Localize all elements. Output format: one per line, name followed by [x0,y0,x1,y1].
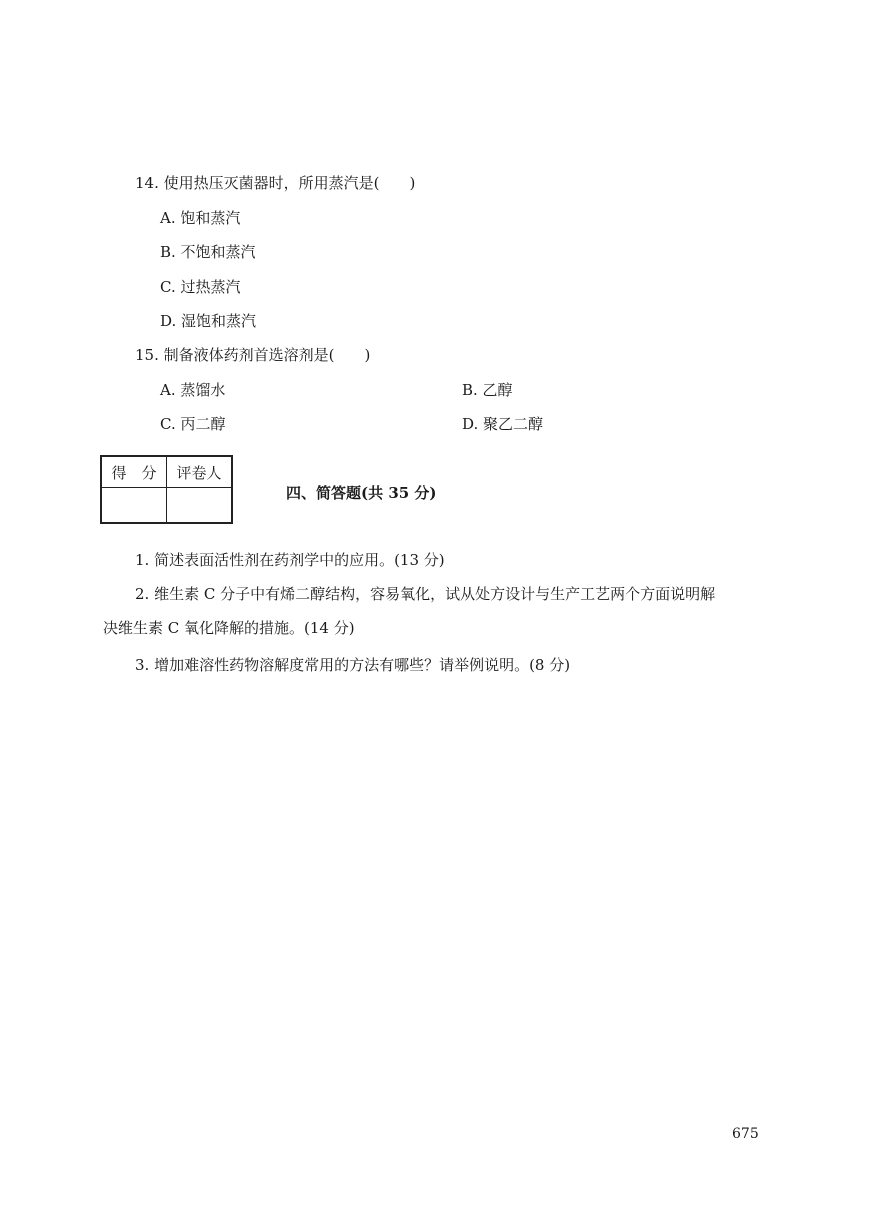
score-cell [101,488,167,524]
short-answer-2-continued: 决维生素 C 氧化降解的措施。(14 分) [103,619,355,637]
grader-label: 评卷人 [167,456,233,488]
question-14-stem: 14. 使用热压灭菌器时，所用蒸汽是( ) [135,174,416,192]
question-15-stem: 15. 制备液体药剂首选溶剂是( ) [135,346,371,364]
question-14-option-a: A. 饱和蒸汽 [160,209,241,227]
score-label: 得 分 [101,456,167,488]
section-title: 四、简答题(共 35 分) [286,484,437,502]
page-number: 675 [732,1126,759,1142]
question-15-option-a: A. 蒸馏水 [160,381,226,399]
score-box [100,455,233,524]
question-15-option-b: B. 乙醇 [462,381,513,399]
short-answer-1: 1. 简述表面活性剂在药剂学中的应用。(13 分) [135,551,445,569]
question-15-option-c: C. 丙二醇 [160,415,226,433]
question-14-option-d: D. 湿饱和蒸汽 [160,312,257,330]
short-answer-3: 3. 增加难溶性药物溶解度常用的方法有哪些？请举例说明。(8 分) [135,656,571,674]
question-15-option-d: D. 聚乙二醇 [462,415,544,433]
question-14-option-b: B. 不饱和蒸汽 [160,243,256,261]
grader-cell [167,488,233,524]
short-answer-2: 2. 维生素 C 分子中有烯二醇结构，容易氧化，试从处方设计与生产工艺两个方面说明解 [135,585,716,603]
question-14-option-c: C. 过热蒸汽 [160,278,241,296]
